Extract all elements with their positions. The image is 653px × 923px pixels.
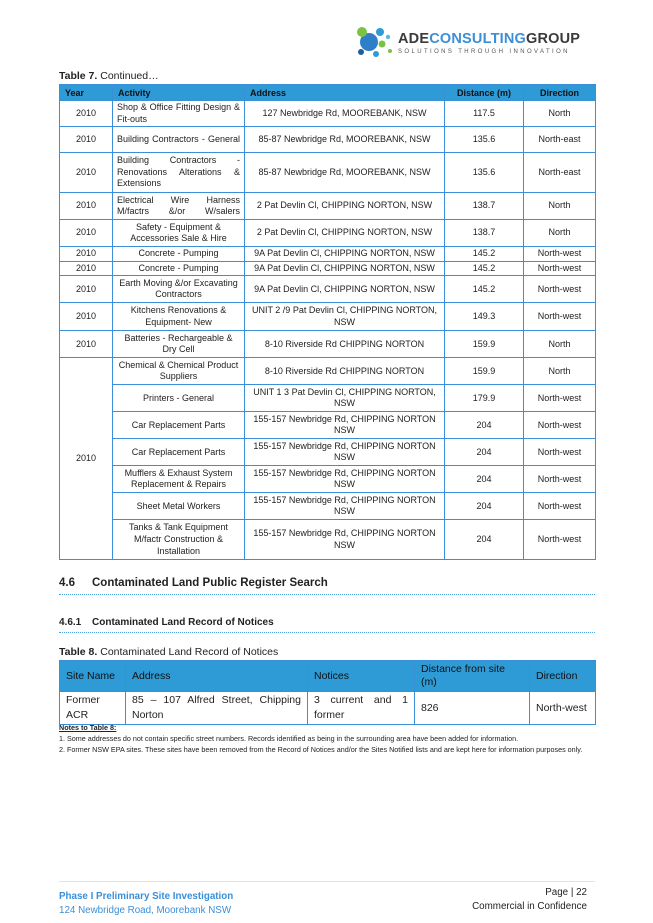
cell-direction: North-west [524,439,596,466]
cell-direction: North-west [524,385,596,412]
cell-address: 9A Pat Devlin Cl, CHIPPING NORTON, NSW [245,261,445,276]
table-row [60,303,596,331]
cell-address: 9A Pat Devlin Cl, CHIPPING NORTON, NSW [245,247,445,262]
table-row [60,331,596,358]
cell-distance: 204 [445,520,524,560]
table8-header-address: Address [126,661,308,692]
cell-year-merged: 2010 [60,358,113,560]
cell-year: 2010 [60,247,113,262]
cell-activity: Tanks & Tank Equipment M/factr Construction & Installation [113,520,245,560]
page-number: Page | 22 [545,887,587,898]
cell-activity: Electrical Wire Harness M/factrs &/or W/salers [113,193,245,220]
cell-year: 2010 [60,276,113,303]
cell-year: 2010 [60,127,113,153]
table-row [60,153,596,193]
cell-address: UNIT 1 3 Pat Devlin Cl, CHIPPING NORTON, NSW [245,385,445,412]
cell-distance: 149.3 [445,303,524,331]
table8-header-direction: Direction [530,661,596,692]
cell-direction: North [524,331,596,358]
table-row [60,692,596,725]
table7-header-activity: Activity [113,85,245,101]
cell-activity: Building Contractors - Renovations Alterations & Extensions [113,153,245,193]
table8-header-distance: Distance from site (m) [415,661,530,692]
table7-caption: Table 7. Continued… [59,70,159,82]
footer-report-title: Phase I Preliminary Site Investigation [59,891,234,902]
footer-address: 124 Newbridge Road, Moorebank NSW [59,905,232,916]
cell-address: 155-157 Newbridge Rd, CHIPPING NORTON NSW [245,466,445,493]
cell-address: 127 Newbridge Rd, MOOREBANK, NSW [245,101,445,127]
cell-direction: North [524,358,596,385]
cell-activity: Concrete - Pumping [113,247,245,262]
cell-direction: North [524,220,596,247]
logo-molecule-icon [356,24,396,60]
cell-distance: 138.7 [445,220,524,247]
cell-distance: 204 [445,466,524,493]
table-row [60,193,596,220]
cell-distance: 117.5 [445,101,524,127]
cell-direction: North-west [524,466,596,493]
confidentiality-note: Commercial in Confidence [472,901,587,912]
footer-page-info [472,886,587,914]
table-row [60,493,596,520]
note-item: 2. Former NSW EPA sites. These sites have been removed from the Record of Notices and/or the Sites Notified lists and are kept here for information purposes only. [59,745,583,754]
cell-activity: Mufflers & Exhaust System Replacement & Repairs [113,466,245,493]
cell-direction: North-west [524,303,596,331]
table7-header-direction: Direction [524,85,596,101]
cell-year: 2010 [60,193,113,220]
section-heading-4-6-1: 4.6.1 Contaminated Land Record of Notices [59,617,274,628]
cell-year: 2010 [60,261,113,276]
table8-notes [59,722,599,755]
cell-direction: North-west [524,247,596,262]
table8-header-row [60,661,596,692]
cell-address: 2 Pat Devlin Cl, CHIPPING NORTON, NSW [245,220,445,247]
cell-activity: Earth Moving &/or Excavating Contractors [113,276,245,303]
cell-activity: Sheet Metal Workers [113,493,245,520]
cell-address: 155-157 Newbridge Rd, CHIPPING NORTON NSW [245,493,445,520]
cell-direction: North-west [524,412,596,439]
cell-distance: 145.2 [445,276,524,303]
cell-distance: 135.6 [445,127,524,153]
cell-distance: 204 [445,412,524,439]
cell-distance: 826 [415,692,530,725]
cell-distance: 138.7 [445,193,524,220]
cell-direction: North-east [524,127,596,153]
cell-direction: North-east [524,153,596,193]
cell-direction: North-west [524,520,596,560]
cell-activity: Safety - Equipment & Accessories Sale & Hire [113,220,245,247]
cell-address: 155-157 Newbridge Rd, CHIPPING NORTON NSW [245,439,445,466]
table7-header-distance: Distance (m) [445,85,524,101]
table7-header-year: Year [60,85,113,101]
table8 [59,660,596,725]
notes-title: Notes to Table 8: [59,723,117,732]
table7 [59,84,596,560]
cell-direction: North [524,101,596,127]
cell-year: 2010 [60,220,113,247]
cell-distance: 145.2 [445,261,524,276]
table8-header-notices: Notices [308,661,415,692]
cell-activity: Batteries - Rechargeable & Dry Cell [113,331,245,358]
cell-address: UNIT 2 /9 Pat Devlin Cl, CHIPPING NORTON, NSW [245,303,445,331]
cell-address: 155-157 Newbridge Rd, CHIPPING NORTON NSW [245,412,445,439]
cell-distance: 204 [445,493,524,520]
logo-tagline: SOLUTIONS THROUGH INNOVATION [398,49,570,55]
table-row [60,220,596,247]
table-row [60,261,596,276]
cell-direction: North-west [524,276,596,303]
cell-distance: 204 [445,439,524,466]
table8-header-site: Site Name [60,661,126,692]
cell-year: 2010 [60,101,113,127]
cell-direction: North-west [524,261,596,276]
table-row [60,385,596,412]
cell-distance: 145.2 [445,247,524,262]
cell-activity: Car Replacement Parts [113,439,245,466]
cell-year: 2010 [60,153,113,193]
cell-address: 85 – 107 Alfred Street, Chipping Norton [126,692,308,725]
cell-address: 155-157 Newbridge Rd, CHIPPING NORTON NSW [245,520,445,560]
cell-year: 2010 [60,331,113,358]
cell-distance: 179.9 [445,385,524,412]
cell-direction: North [524,193,596,220]
cell-year: 2010 [60,303,113,331]
cell-activity: Building Contractors - General [113,127,245,153]
table7-header-row [60,85,596,101]
logo-wordmark: ADECONSULTINGGROUP [398,31,581,47]
cell-notices: 3 current and 1 former [308,692,415,725]
cell-activity: Chemical & Chemical Product Suppliers [113,358,245,385]
company-logo [356,22,596,62]
cell-address: 9A Pat Devlin Cl, CHIPPING NORTON, NSW [245,276,445,303]
table-row [60,276,596,303]
heading-divider [59,594,595,595]
table-row [60,247,596,262]
heading-divider [59,632,595,633]
note-item: 1. Some addresses do not contain specific street numbers. Records identified as being in the surrounding area have been added for information. [59,734,519,743]
table-row [60,412,596,439]
cell-address: 85-87 Newbridge Rd, MOOREBANK, NSW [245,153,445,193]
table8-caption: Table 8. Contaminated Land Record of Notices [59,646,279,658]
table-row [60,101,596,127]
cell-distance: 159.9 [445,358,524,385]
cell-activity: Printers - General [113,385,245,412]
cell-distance: 135.6 [445,153,524,193]
cell-address: 8-10 Riverside Rd CHIPPING NORTON [245,358,445,385]
table7-header-address: Address [245,85,445,101]
table-row [60,439,596,466]
cell-activity: Kitchens Renovations & Equipment- New [113,303,245,331]
table-row [60,466,596,493]
cell-site: Former ACR [60,692,126,725]
cell-distance: 159.9 [445,331,524,358]
table-row [60,520,596,560]
cell-activity: Concrete - Pumping [113,261,245,276]
cell-activity: Shop & Office Fitting Design & Fit-outs [113,101,245,127]
cell-address: 8-10 Riverside Rd CHIPPING NORTON [245,331,445,358]
cell-direction: North-west [524,493,596,520]
section-heading-4-6: 4.6 Contaminated Land Public Register Search [59,577,328,589]
cell-address: 85-87 Newbridge Rd, MOOREBANK, NSW [245,127,445,153]
table-row [60,127,596,153]
cell-direction: North-west [530,692,596,725]
cell-address: 2 Pat Devlin Cl, CHIPPING NORTON, NSW [245,193,445,220]
footer-project [59,890,233,918]
table-row [60,358,596,385]
footer-divider [59,881,595,882]
cell-activity: Car Replacement Parts [113,412,245,439]
